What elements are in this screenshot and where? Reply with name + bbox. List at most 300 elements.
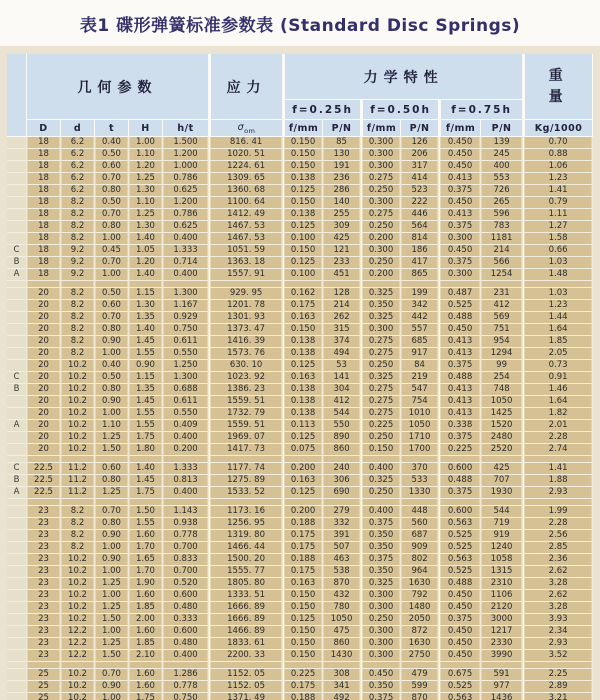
- cell-weight: 0.88: [523, 149, 593, 161]
- cell-D: 18: [27, 233, 61, 245]
- cell-f-050: 0.375: [361, 554, 401, 566]
- cell-t: 1.00: [95, 542, 129, 554]
- cell-ht: 0.400: [163, 269, 209, 281]
- cell-f-050: 0.200: [361, 233, 401, 245]
- table-row: [7, 463, 593, 475]
- cell-ht: [163, 456, 209, 463]
- col-p-025: P/N: [323, 120, 361, 137]
- cell-H: 1.30: [129, 185, 163, 197]
- cell-H: 1.40: [129, 233, 163, 245]
- cell-f-025: 0.175: [283, 530, 323, 542]
- cell-f-050: 0.275: [361, 209, 401, 221]
- table-row: [7, 662, 593, 669]
- cell-weight: 2.28: [523, 432, 593, 444]
- cell-f-025: 0.225: [283, 669, 323, 681]
- cell-p-050: 446: [401, 209, 439, 221]
- table-row: [7, 638, 593, 650]
- cell-d: 6.2: [61, 149, 95, 161]
- cell-d: [61, 456, 95, 463]
- cell-f-025: 0.075: [283, 444, 323, 456]
- table-row: [7, 372, 593, 384]
- cell-p-050: 533: [401, 475, 439, 487]
- cell-weight: 3.28: [523, 602, 593, 614]
- cell-d: 8.2: [61, 197, 95, 209]
- cell-p-025: 128: [323, 288, 361, 300]
- header-deflection-075: f=0.75h: [439, 100, 523, 120]
- cell-t: 1.10: [95, 420, 129, 432]
- cell-weight: 1.46: [523, 384, 593, 396]
- cell-p-075: 231: [481, 288, 523, 300]
- col-H: H: [129, 120, 163, 137]
- cell-f-025: 0.138: [283, 336, 323, 348]
- cell-d: 10.2: [61, 444, 95, 456]
- cell-weight: 1.41: [523, 185, 593, 197]
- cell-sigma: 1559. 51: [209, 396, 283, 408]
- cell-D: 22.5: [27, 475, 61, 487]
- cell-t: 0.90: [95, 336, 129, 348]
- cell-ht: 0.625: [163, 185, 209, 197]
- cell-sigma: [209, 281, 283, 288]
- cell-ht: 1.286: [163, 669, 209, 681]
- cell-f-050: 0.275: [361, 384, 401, 396]
- table-body: [7, 137, 593, 700]
- cell-ht: 0.400: [163, 233, 209, 245]
- cell-weight: 1.82: [523, 408, 593, 420]
- cell-f-050: 0.350: [361, 300, 401, 312]
- cell-f-025: 0.125: [283, 221, 323, 233]
- cell-p-050: 317: [401, 161, 439, 173]
- cell-sigma: 1805. 80: [209, 578, 283, 590]
- cell-p-075: 425: [481, 463, 523, 475]
- cell-D: 20: [27, 336, 61, 348]
- cell-d: 10.2: [61, 602, 95, 614]
- cell-d: 10.2: [61, 669, 95, 681]
- cell-ht: 0.480: [163, 638, 209, 650]
- cell-f-075: 0.525: [439, 530, 481, 542]
- cell-f-050: 0.275: [361, 396, 401, 408]
- cell-sigma: 1360. 68: [209, 185, 283, 197]
- cell-class: C: [7, 463, 27, 475]
- cell-p-075: 1254: [481, 269, 523, 281]
- cell-f-050: 0.325: [361, 312, 401, 324]
- cell-weight: 0.70: [523, 137, 593, 149]
- cell-p-025: 121: [323, 245, 361, 257]
- cell-p-025: 690: [323, 487, 361, 499]
- cell-ht: 1.333: [163, 463, 209, 475]
- cell-weight: 2.05: [523, 348, 593, 360]
- cell-class: B: [7, 475, 27, 487]
- cell-class: A: [7, 487, 27, 499]
- table-row: [7, 300, 593, 312]
- cell-p-025: 191: [323, 161, 361, 173]
- cell-H: 1.15: [129, 372, 163, 384]
- cell-d: 8.2: [61, 209, 95, 221]
- cell-t: 1.00: [95, 590, 129, 602]
- cell-p-025: 475: [323, 626, 361, 638]
- cell-D: 20: [27, 324, 61, 336]
- cell-t: 0.50: [95, 149, 129, 161]
- cell-class: [7, 530, 27, 542]
- cell-ht: 0.400: [163, 650, 209, 662]
- cell-d: 6.2: [61, 161, 95, 173]
- cell-f-075: 0.488: [439, 312, 481, 324]
- cell-ht: 0.550: [163, 408, 209, 420]
- table-row: [7, 149, 593, 161]
- header-weight-top: 重: [548, 67, 569, 84]
- cell-p-025: 544: [323, 408, 361, 420]
- cell-sigma: 1466. 44: [209, 542, 283, 554]
- cell-d: 6.2: [61, 185, 95, 197]
- cell-f-025: 0.163: [283, 578, 323, 590]
- cell-t: 0.40: [95, 360, 129, 372]
- cell-p-050: 1330: [401, 487, 439, 499]
- cell-class: [7, 137, 27, 149]
- cell-p-025: 860: [323, 444, 361, 456]
- cell-ht: 1.300: [163, 288, 209, 300]
- cell-f-050: [361, 281, 401, 288]
- cell-f-075: [439, 499, 481, 506]
- cell-p-075: 2330: [481, 638, 523, 650]
- cell-p-025: 538: [323, 566, 361, 578]
- cell-p-050: 814: [401, 233, 439, 245]
- table-row: [7, 173, 593, 185]
- cell-class: C: [7, 372, 27, 384]
- cell-f-050: 0.350: [361, 681, 401, 693]
- cell-t: 0.80: [95, 221, 129, 233]
- cell-p-075: 1436: [481, 693, 523, 700]
- cell-p-025: 240: [323, 463, 361, 475]
- cell-p-075: 569: [481, 312, 523, 324]
- cell-class: [7, 456, 27, 463]
- cell-f-025: [283, 456, 323, 463]
- cell-p-025: 233: [323, 257, 361, 269]
- cell-p-025: 236: [323, 173, 361, 185]
- cell-D: 18: [27, 245, 61, 257]
- cell-f-050: 0.325: [361, 578, 401, 590]
- cell-weight: 2.85: [523, 542, 593, 554]
- cell-f-025: 0.125: [283, 360, 323, 372]
- cell-f-075: 0.413: [439, 396, 481, 408]
- header-deflection-050: f=0.50h: [361, 100, 439, 120]
- table-row: [7, 602, 593, 614]
- cell-d: 10.2: [61, 693, 95, 700]
- cell-sigma: 1559. 51: [209, 420, 283, 432]
- cell-f-025: 0.138: [283, 348, 323, 360]
- cell-D: [27, 456, 61, 463]
- cell-f-075: 0.487: [439, 288, 481, 300]
- cell-d: 10.2: [61, 614, 95, 626]
- cell-H: 1.10: [129, 149, 163, 161]
- cell-sigma: 1256. 95: [209, 518, 283, 530]
- cell-f-075: 0.413: [439, 173, 481, 185]
- cell-D: 20: [27, 396, 61, 408]
- table-row: [7, 281, 593, 288]
- cell-f-025: 0.163: [283, 475, 323, 487]
- cell-ht: 1.500: [163, 137, 209, 149]
- cell-f-025: 0.125: [283, 185, 323, 197]
- cell-p-075: 1106: [481, 590, 523, 602]
- col-weight: Kg/1000: [523, 120, 593, 137]
- cell-H: [129, 499, 163, 506]
- cell-H: 1.35: [129, 384, 163, 396]
- table-row: [7, 693, 593, 700]
- cell-ht: 0.833: [163, 554, 209, 566]
- cell-p-075: 919: [481, 530, 523, 542]
- cell-H: 2.00: [129, 614, 163, 626]
- cell-f-075: 0.450: [439, 650, 481, 662]
- cell-ht: 1.333: [163, 245, 209, 257]
- cell-p-075: [481, 662, 523, 669]
- cell-f-025: 0.188: [283, 554, 323, 566]
- cell-d: 11.2: [61, 475, 95, 487]
- cell-f-050: [361, 662, 401, 669]
- cell-sigma: [209, 456, 283, 463]
- cell-f-075: 0.563: [439, 554, 481, 566]
- cell-p-050: 1630: [401, 638, 439, 650]
- table-row: [7, 221, 593, 233]
- cell-D: 18: [27, 269, 61, 281]
- cell-weight: 1.64: [523, 324, 593, 336]
- cell-t: [95, 456, 129, 463]
- cell-f-025: 0.138: [283, 396, 323, 408]
- cell-p-025: 306: [323, 475, 361, 487]
- cell-f-075: 0.563: [439, 518, 481, 530]
- cell-class: [7, 554, 27, 566]
- cell-p-050: 370: [401, 463, 439, 475]
- cell-f-025: 0.200: [283, 506, 323, 518]
- cell-sigma: 1051. 59: [209, 245, 283, 257]
- cell-d: 9.2: [61, 269, 95, 281]
- cell-class: [7, 300, 27, 312]
- cell-D: 23: [27, 614, 61, 626]
- cell-H: [129, 662, 163, 669]
- cell-t: [95, 281, 129, 288]
- cell-D: 20: [27, 288, 61, 300]
- cell-p-050: 2050: [401, 614, 439, 626]
- cell-f-025: 0.175: [283, 566, 323, 578]
- cell-f-025: 0.175: [283, 542, 323, 554]
- cell-weight: 1.85: [523, 336, 593, 348]
- col-D: D: [27, 120, 61, 137]
- cell-t: 0.50: [95, 288, 129, 300]
- cell-ht: 0.750: [163, 324, 209, 336]
- table-row: [7, 530, 593, 542]
- cell-d: 10.2: [61, 420, 95, 432]
- cell-weight: 1.48: [523, 269, 593, 281]
- cell-d: 10.2: [61, 590, 95, 602]
- cell-p-050: 754: [401, 396, 439, 408]
- cell-ht: 0.750: [163, 693, 209, 700]
- cell-H: 1.40: [129, 324, 163, 336]
- cell-class: [7, 638, 27, 650]
- cell-t: 1.25: [95, 578, 129, 590]
- cell-p-025: 141: [323, 372, 361, 384]
- cell-class: [7, 432, 27, 444]
- cell-D: 23: [27, 638, 61, 650]
- header-stress: 应力: [209, 54, 283, 120]
- cell-H: 1.00: [129, 137, 163, 149]
- cell-weight: 1.23: [523, 300, 593, 312]
- table-row: [7, 245, 593, 257]
- cell-weight: [523, 281, 593, 288]
- cell-p-075: 245: [481, 149, 523, 161]
- cell-sigma: 1557. 91: [209, 269, 283, 281]
- cell-d: 8.2: [61, 324, 95, 336]
- cell-H: 1.65: [129, 554, 163, 566]
- cell-p-075: 1240: [481, 542, 523, 554]
- cell-f-050: 0.300: [361, 197, 401, 209]
- cell-p-025: 279: [323, 506, 361, 518]
- cell-t: 0.60: [95, 463, 129, 475]
- cell-p-050: [401, 662, 439, 669]
- cell-D: 23: [27, 650, 61, 662]
- cell-t: 0.80: [95, 324, 129, 336]
- cell-f-025: 0.125: [283, 257, 323, 269]
- cell-p-075: 977: [481, 681, 523, 693]
- cell-f-050: 0.250: [361, 185, 401, 197]
- cell-weight: 3.52: [523, 650, 593, 662]
- cell-ht: 0.813: [163, 475, 209, 487]
- cell-f-075: 0.375: [439, 257, 481, 269]
- cell-p-025: 870: [323, 578, 361, 590]
- cell-f-025: 0.150: [283, 590, 323, 602]
- cell-D: 25: [27, 669, 61, 681]
- cell-class: [7, 336, 27, 348]
- cell-H: 1.45: [129, 336, 163, 348]
- cell-p-025: 432: [323, 590, 361, 602]
- cell-weight: 1.27: [523, 221, 593, 233]
- cell-H: 1.60: [129, 669, 163, 681]
- cell-D: 18: [27, 197, 61, 209]
- cell-f-025: 0.125: [283, 614, 323, 626]
- cell-sigma: 1666. 89: [209, 614, 283, 626]
- cell-D: 22.5: [27, 487, 61, 499]
- table-row: [7, 681, 593, 693]
- cell-f-025: 0.125: [283, 432, 323, 444]
- cell-p-075: 1181: [481, 233, 523, 245]
- cell-ht: [163, 281, 209, 288]
- cell-t: 0.70: [95, 312, 129, 324]
- cell-D: 23: [27, 566, 61, 578]
- cell-f-025: [283, 281, 323, 288]
- cell-class: [7, 662, 27, 669]
- cell-sigma: 1467. 53: [209, 233, 283, 245]
- table-row: [7, 626, 593, 638]
- cell-p-075: 1930: [481, 487, 523, 499]
- cell-sigma: 1319. 80: [209, 530, 283, 542]
- cell-p-050: 448: [401, 506, 439, 518]
- cell-ht: [163, 499, 209, 506]
- cell-weight: 2.89: [523, 681, 593, 693]
- cell-H: 1.60: [129, 530, 163, 542]
- cell-p-025: 255: [323, 209, 361, 221]
- cell-sigma: 1309. 65: [209, 173, 283, 185]
- cell-class: [7, 197, 27, 209]
- cell-f-075: 0.413: [439, 408, 481, 420]
- cell-p-050: [401, 499, 439, 506]
- cell-f-075: 0.375: [439, 221, 481, 233]
- cell-p-025: 308: [323, 669, 361, 681]
- cell-class: [7, 506, 27, 518]
- cell-H: 0.90: [129, 360, 163, 372]
- cell-f-050: 0.350: [361, 566, 401, 578]
- cell-t: 0.60: [95, 300, 129, 312]
- cell-weight: 2.34: [523, 626, 593, 638]
- cell-d: 11.2: [61, 463, 95, 475]
- cell-f-075: 0.525: [439, 542, 481, 554]
- cell-class: [7, 590, 27, 602]
- cell-t: 0.45: [95, 245, 129, 257]
- cell-t: 1.00: [95, 408, 129, 420]
- table-row: [7, 396, 593, 408]
- cell-weight: 3.28: [523, 578, 593, 590]
- cell-f-025: 0.113: [283, 420, 323, 432]
- cell-f-075: 0.450: [439, 590, 481, 602]
- cell-H: 1.75: [129, 432, 163, 444]
- cell-sigma: 1275. 89: [209, 475, 283, 487]
- cell-sigma: 1732. 79: [209, 408, 283, 420]
- cell-d: 10.2: [61, 432, 95, 444]
- cell-D: 25: [27, 693, 61, 700]
- table-row: [7, 408, 593, 420]
- col-f-050: f/mm: [361, 120, 401, 137]
- cell-p-075: 254: [481, 372, 523, 384]
- cell-class: [7, 173, 27, 185]
- cell-p-025: 550: [323, 420, 361, 432]
- cell-weight: 2.01: [523, 420, 593, 432]
- cell-class: [7, 578, 27, 590]
- cell-class: [7, 221, 27, 233]
- cell-ht: 0.786: [163, 173, 209, 185]
- cell-p-025: 85: [323, 137, 361, 149]
- table-row: [7, 324, 593, 336]
- cell-H: [129, 456, 163, 463]
- cell-d: 8.2: [61, 300, 95, 312]
- cell-ht: 0.480: [163, 602, 209, 614]
- cell-class: [7, 602, 27, 614]
- cell-class: [7, 444, 27, 456]
- cell-class: B: [7, 257, 27, 269]
- cell-D: 18: [27, 137, 61, 149]
- cell-ht: [163, 662, 209, 669]
- cell-sigma: 1467. 53: [209, 221, 283, 233]
- cell-f-075: 0.375: [439, 614, 481, 626]
- table-row: [7, 257, 593, 269]
- cell-D: 20: [27, 444, 61, 456]
- cell-p-025: 507: [323, 542, 361, 554]
- cell-weight: 2.25: [523, 669, 593, 681]
- cell-f-075: 0.488: [439, 372, 481, 384]
- cell-f-075: 0.450: [439, 161, 481, 173]
- cell-p-050: 599: [401, 681, 439, 693]
- cell-D: 18: [27, 221, 61, 233]
- cell-sigma: 1666. 89: [209, 602, 283, 614]
- cell-D: 23: [27, 542, 61, 554]
- cell-D: [27, 662, 61, 669]
- cell-f-050: [361, 499, 401, 506]
- cell-p-025: 780: [323, 602, 361, 614]
- cell-weight: 1.88: [523, 475, 593, 487]
- cell-sigma: 1533. 52: [209, 487, 283, 499]
- cell-H: 1.25: [129, 209, 163, 221]
- cell-p-075: 139: [481, 137, 523, 149]
- cell-weight: [523, 499, 593, 506]
- cell-f-050: 0.350: [361, 530, 401, 542]
- cell-weight: [523, 456, 593, 463]
- cell-p-075: 719: [481, 518, 523, 530]
- cell-class: [7, 614, 27, 626]
- cell-class: [7, 408, 27, 420]
